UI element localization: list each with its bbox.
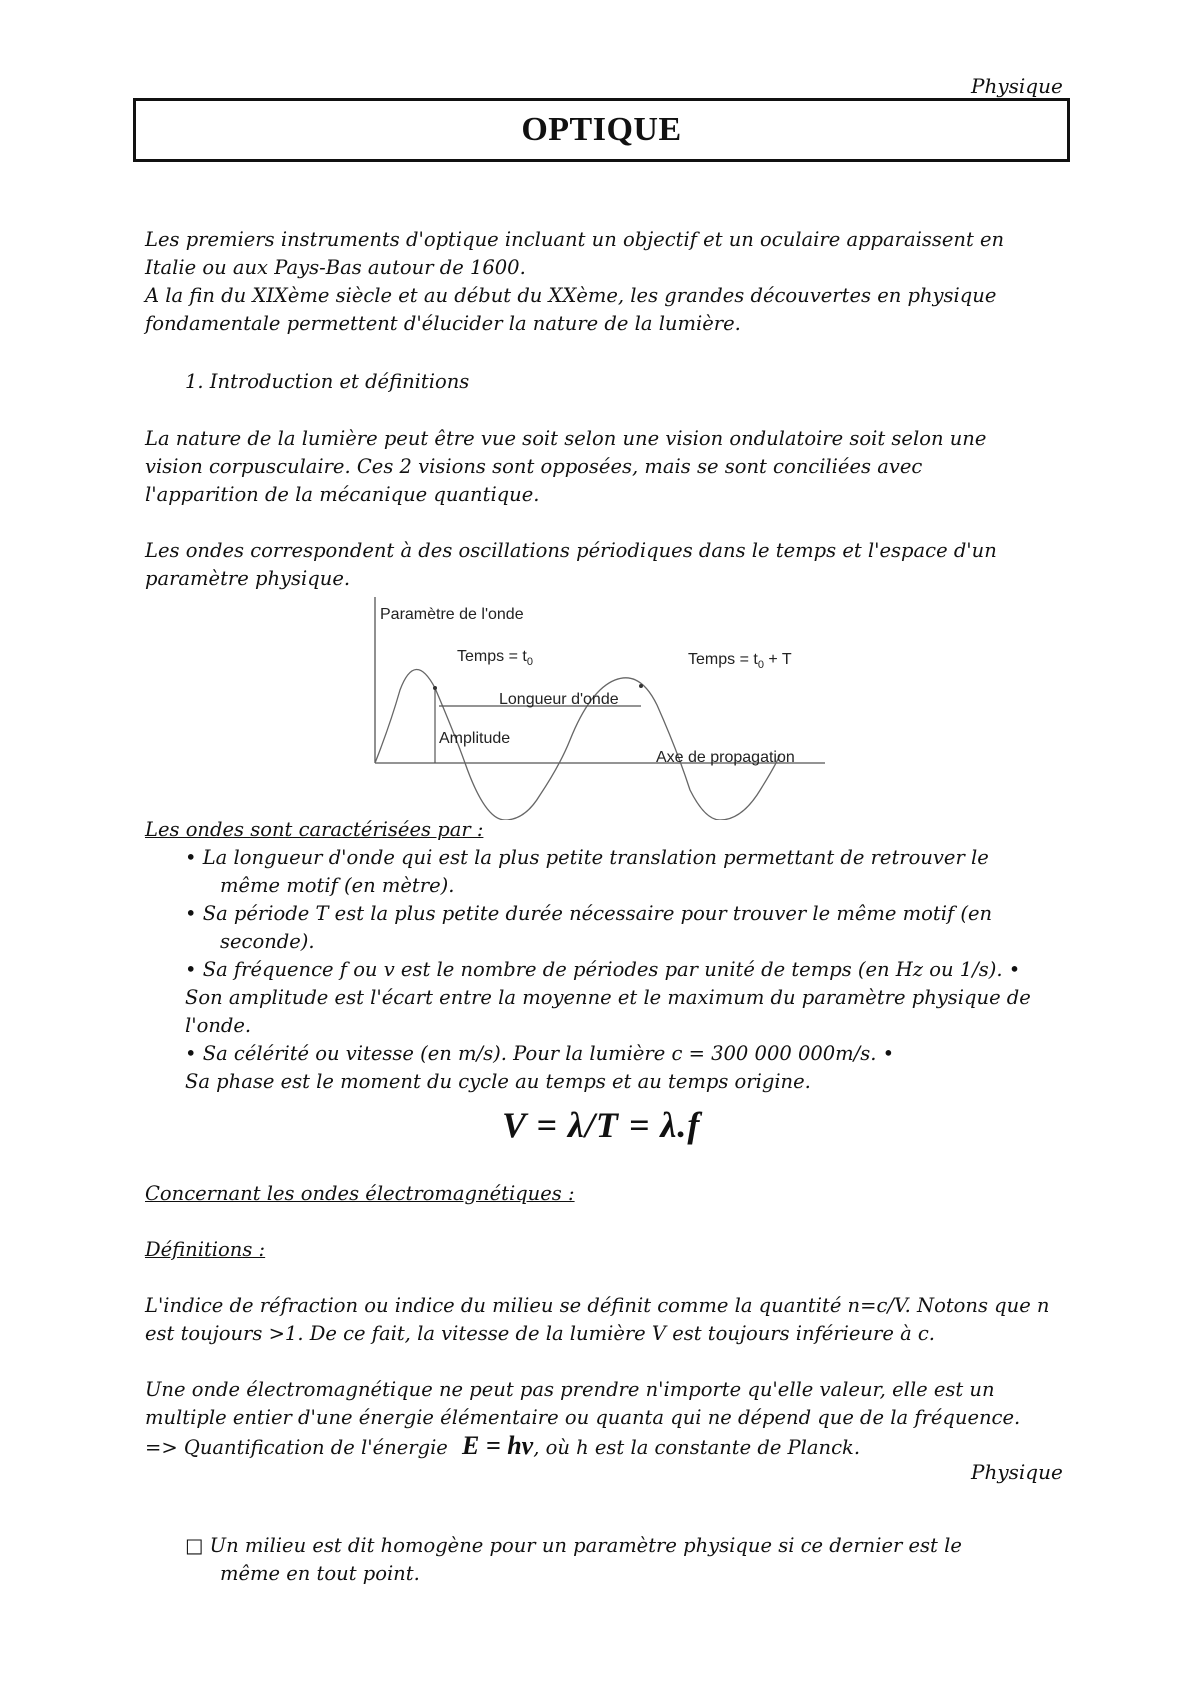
bullet-line: même motif (en mètre). — [220, 874, 455, 897]
bullet-line: La longueur d'onde qui est la plus petite translation permettant de retrouver le — [202, 846, 989, 869]
ondes-line: Les ondes correspondent à des oscillations périodiques dans le temps et l'espace d'un — [145, 539, 997, 562]
refraction-paragraph — [145, 1292, 1075, 1348]
definitions-heading: Définitions : — [145, 1238, 266, 1261]
header-subject: Physique — [971, 74, 1063, 98]
homogene-line: même en tout point. — [220, 1562, 420, 1585]
intro-line: A la fin du XIXème siècle et au début du XXème, les grandes découvertes en physique — [145, 284, 997, 307]
bullet-line: l'onde. — [185, 1014, 252, 1037]
bullet-glyph: • — [185, 902, 197, 925]
refraction-line: L'indice de réfraction ou indice du milieu se définit comme la quantité n=c/V. Notons que n — [145, 1294, 1050, 1317]
quanta-line: multiple entier d'une énergie élémentaire ou quanta qui ne dépend que de la fréquence. — [145, 1406, 1021, 1429]
section-heading: 1. Introduction et définitions — [185, 370, 470, 393]
intro-line: fondamentale permettent d'élucider la nature de la lumière. — [145, 312, 741, 335]
bullet-wavelength — [185, 844, 989, 900]
bullet-line: Sa fréquence f ou v est le nombre de périodes par unité de temps (en Hz ou 1/s). • — [202, 958, 1021, 981]
intro-line: Italie ou aux Pays-Bas autour de 1600. — [145, 256, 526, 279]
bullet-line: Sa période T est la plus petite durée nécessaire pour trouver le même motif (en — [202, 902, 993, 925]
propagation-axis-label: Axe de propagation — [656, 749, 795, 766]
quanta-line: => Quantification de l'énergie — [145, 1436, 448, 1459]
quanta-line: Une onde électromagnétique ne peut pas prendre n'importe qu'elle valeur, elle est un — [145, 1378, 995, 1401]
velocity-formula: V = λ/T = λ.f — [502, 1105, 701, 1145]
bullet-frequency — [185, 956, 1031, 1040]
time-label-t0-plus-T: Temps = $t_0 + T$ — [688, 651, 792, 671]
crest-point-2 — [639, 684, 643, 688]
em-heading: Concernant les ondes électromagnétiques : — [145, 1182, 575, 1205]
nature-line: vision corpusculaire. Ces 2 visions sont opposées, mais se sont conciliées avec — [145, 455, 923, 478]
checkbox-glyph-icon: □ — [185, 1534, 204, 1557]
intro-paragraph — [145, 226, 1075, 338]
title-box — [133, 98, 1070, 162]
characteristics-heading: Les ondes sont caractérisées par : — [145, 818, 484, 841]
nature-line: La nature de la lumière peut être vue soit selon une vision ondulatoire soit selon une — [145, 427, 987, 450]
bullet-velocity — [185, 1040, 894, 1096]
nature-paragraph — [145, 425, 1075, 509]
bullet-period — [185, 900, 992, 956]
nature-line: l'apparition de la mécanique quantique. — [145, 483, 540, 506]
y-axis-label: Paramètre de l'onde — [380, 606, 524, 623]
homogene-item — [185, 1532, 962, 1588]
bullet-glyph: • — [185, 958, 197, 981]
ondes-line: paramètre physique. — [145, 567, 351, 590]
bullet-line: Sa célérité ou vitesse (en m/s). Pour la lumière c = 300 000 000m/s. • — [202, 1042, 895, 1065]
bullet-line: seconde). — [220, 930, 315, 953]
quanta-paragraph — [145, 1376, 1075, 1462]
crest-point-1 — [433, 686, 437, 690]
quanta-line: , où h est la constante de Planck. — [533, 1436, 861, 1459]
wave-diagram — [365, 595, 845, 820]
page-title: OPTIQUE — [521, 111, 682, 148]
wavelength-label: Longueur d'onde — [499, 691, 619, 708]
homogene-line: Un milieu est dit homogène pour un paramètre physique si ce dernier est le — [209, 1534, 962, 1557]
ondes-paragraph — [145, 537, 1075, 593]
bullet-line: Sa phase est le moment du cycle au temps et au temps origine. — [185, 1070, 811, 1093]
intro-line: Les premiers instruments d'optique incluant un objectif et un oculaire apparaissent en — [145, 228, 1005, 251]
bullet-glyph: • — [185, 1042, 197, 1065]
footer-subject: Physique — [971, 1460, 1063, 1484]
bullet-glyph: • — [185, 846, 197, 869]
refraction-line: est toujours >1. De ce fait, la vitesse de la lumière V est toujours inférieure à c. — [145, 1322, 936, 1345]
amplitude-label: Amplitude — [439, 730, 511, 747]
time-label-t0: Temps = $t_0$ — [457, 648, 533, 668]
planck-equation: E = hv — [462, 1431, 534, 1460]
bullet-line: Son amplitude est l'écart entre la moyenne et le maximum du paramètre physique de — [185, 986, 1031, 1009]
